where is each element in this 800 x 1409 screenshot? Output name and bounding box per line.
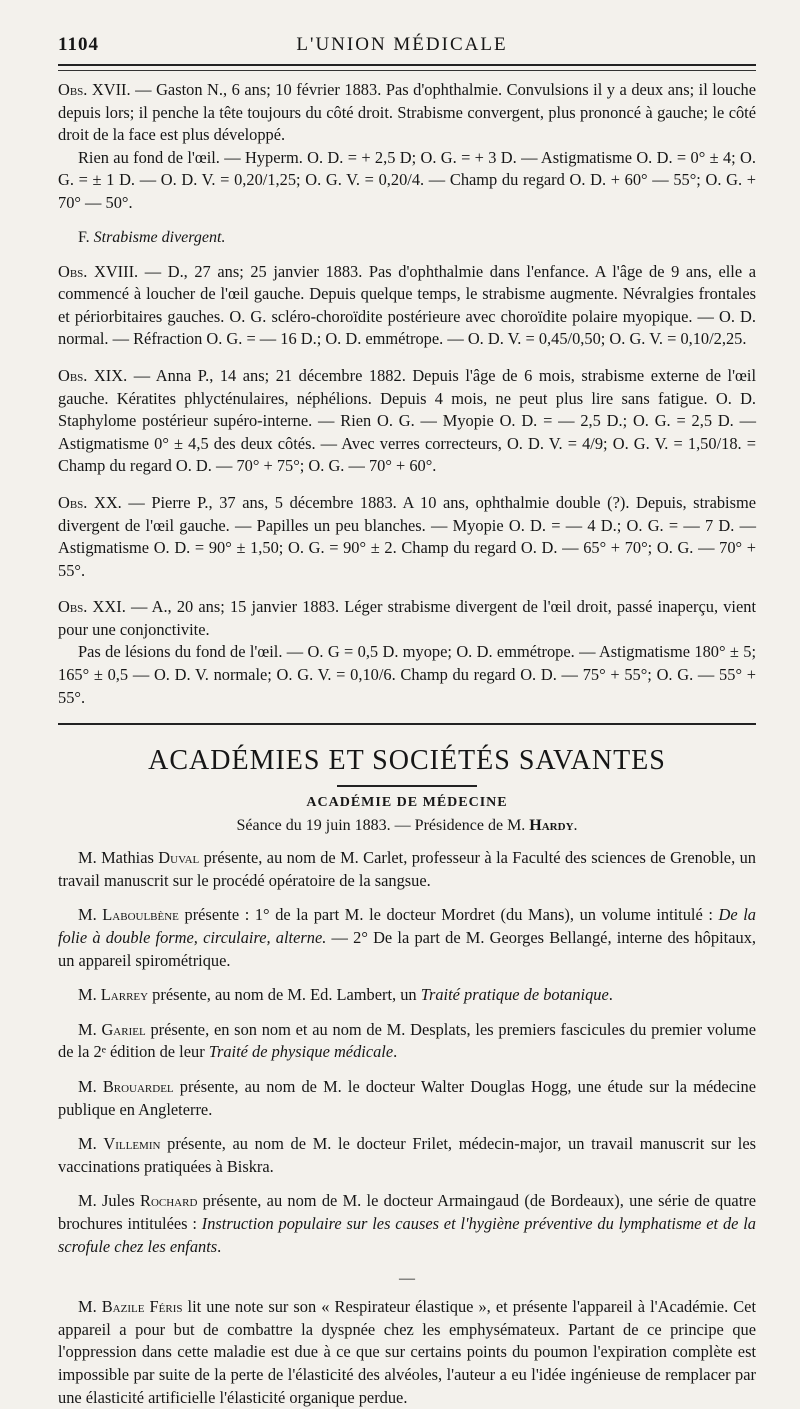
observation-label: Obs. XVIII.: [58, 261, 139, 281]
entry-name: Laboulbène: [102, 905, 179, 925]
entry-title: Instruction populaire sur les causes et l'hygiène préventive du lymphatisme et de la scrofule chez les enfants: [58, 1213, 756, 1256]
observation-18: [58, 261, 756, 351]
observation-21: [58, 596, 756, 641]
entry-prefix: M.: [78, 1134, 104, 1154]
academy-heading: ACADÉMIE DE MÉDECINE: [306, 795, 508, 811]
observation-17: [58, 79, 756, 147]
page-number: 1104: [58, 34, 99, 55]
entry-villemin: [58, 1133, 756, 1178]
observation-label: Obs. XX.: [58, 492, 122, 512]
section-title-rule: [337, 785, 477, 787]
entry-text: présente, au nom de M. le docteur Armaingaud (de Bordeaux), une série de quatre brochures intitulées :: [58, 1191, 756, 1233]
observation-text: — A., 20 ans; 15 janvier 1883. Léger strabisme divergent de l'œil droit, passé inaperçu, vient pour une conjonctivite.: [58, 597, 756, 639]
subsection-letter: F.: [78, 228, 90, 246]
entry-name: Brouardel: [102, 1077, 174, 1096]
header-rule: [58, 64, 756, 66]
section-title: ACADÉMIES ET SOCIÉTÉS SAVANTES: [148, 745, 666, 777]
observation-17-continued: Rien au fond de l'œil. — Hyperm. O. D. = + 2,5 D; O. G. = + 3 D. — Astigmatisme O. D. = 0° ± 4; O. G. = ± 1 D. — O. D. V. = 0,20/1,25; O. G. V. = 0,20/4. — Champ du regard O. D. + 60° — 55°; O. G. + 70° — 50°.: [58, 147, 756, 212]
page-header: [58, 34, 756, 56]
session-line: [58, 817, 756, 835]
entry-text: présente, en son nom et au nom de M. Desplats, les premiers fascicules du premier volume de la 2ᵉ édition de leur: [58, 1019, 756, 1062]
president-name: Hardy: [529, 817, 574, 835]
section-rule: [58, 723, 756, 725]
running-title: L'UNION MÉDICALE: [296, 34, 508, 55]
entry-gariel: [58, 1019, 756, 1064]
observation-20: [58, 492, 756, 582]
entry-text: présente, au nom de M. le docteur Frilet, médecin-major, un travail manuscrit sur les vaccinations pratiquées à Biskra.: [58, 1134, 756, 1176]
subsection-heading: [78, 229, 756, 247]
entry-prefix: M. Mathias: [78, 848, 159, 868]
observation-text: — Anna P., 14 ans; 21 décembre 1882. Depuis l'âge de 6 mois, strabisme externe de l'œil gauche. Kératites phlycténulaires, néphélions. Depuis 4 mois, ne peut plus lire sans fatigue. O. D. Staphylome postérieur supéro-interne. — Rien O. G. — Myopie O. D. = — 2,5 D.; O. G. = 2,5 D. — Astigmatisme 0° ± 4,5 des deux côtés. — Avec verres correcteurs, O. D. V. = 4/9; O. G. V. = 1,50/18. = Champ du regard O. D. — 70° + 75°; O. G. — 70° + 60°.: [58, 365, 756, 476]
session-text: Séance du 19 juin 1883. — Présidence de M.: [236, 817, 530, 835]
entry-text: présente, au nom de M. Carlet, professeur à la Faculté des sciences de Grenoble, un travail manuscrit sur le procédé opératoire de la sangsue.: [58, 848, 756, 890]
subsection-title: Strabisme divergent.: [93, 228, 226, 246]
entry-name: Gariel: [101, 1019, 146, 1039]
entry-text: présente, au nom de M. le docteur Walter Douglas Hogg, une étude sur la médecine publique en Angleterre.: [58, 1077, 756, 1119]
entry-text: présente, au nom de M. Ed. Lambert, un: [148, 985, 421, 1005]
observation-label: Obs. XXI.: [58, 597, 126, 617]
entry-prefix: M.: [78, 1297, 102, 1317]
observation-text: — Pierre P., 37 ans, 5 décembre 1883. A 10 ans, ophthalmie double (?). Depuis, strabisme divergent de l'œil gauche. — Papilles un peu blanches. — Myopie O. D. = — 4 D.; O. G. = — 7 D. — Astigmatisme O. D. = 90° ± 1,50; O. G. = 90° ± 2. Champ du regard O. D. — 65° + 70°; O. G. — 70° + 55°.: [58, 492, 757, 580]
entry-text: lit une note sur son « Respirateur élastique », et présente l'appareil à l'Académie. Cet appareil a pour but de combattre la dyspnée chez les emphysémateux. Partant de ce principe que l'oppression dans cette maladie est due à ce que sur certains points du poumon l'expiration complète est impossible par suite de la perte de l'élasticité des alvéoles, l'auteur a eu l'idée ingénieuse de remplacer par une élasticité artificielle l'élasticité organique perdue.: [58, 1297, 757, 1407]
entry-prefix: M.: [78, 905, 103, 925]
entry-name: Villemin: [103, 1134, 161, 1154]
observation-label: Obs. XVII.: [58, 80, 131, 99]
entry-feris: [58, 1296, 756, 1409]
entry-name: Bazile Féris: [101, 1297, 183, 1317]
entry-end: .: [608, 985, 613, 1005]
entry-duval: [58, 847, 756, 892]
entry-end: .: [393, 1042, 398, 1062]
header-rule-thin: [58, 70, 756, 71]
entry-rochard: [58, 1190, 756, 1258]
session-end: .: [573, 817, 578, 835]
entry-end: .: [217, 1236, 222, 1256]
observation-label: Obs. XIX.: [58, 365, 128, 385]
entry-name: Duval: [158, 848, 200, 868]
entry-name: Larrey: [100, 985, 149, 1005]
entry-prefix: M. Jules: [78, 1191, 141, 1211]
entry-prefix: M.: [78, 985, 101, 1005]
entry-title: Traité de physique médicale: [208, 1042, 394, 1062]
entry-brouardel: [58, 1076, 756, 1121]
entry-title: Traité pratique de botanique: [420, 985, 609, 1005]
observation-19: [58, 365, 756, 478]
entry-laboulbene: [58, 904, 756, 972]
observation-text: — D., 27 ans; 25 janvier 1883. Pas d'ophthalmie dans l'enfance. A l'âge de 9 ans, elle a commencé à loucher de l'œil gauche. Depuis quelque temps, le strabisme augmente. Névralgies frontales et périorbitaires gauches. O. G. scléro-choroïdite postérieure avec choroïdite polaire myopique. — O. D. normal. — Réfraction O. G. = — 16 D.; O. D. emmétrope. — O. D. V. = 0,45/0,50; O. G. V. = 0,10/2,25.: [58, 261, 756, 349]
entry-text-2: — 2° De la part de M. Georges Bellangé, interne des hôpitaux, un appareil spirométrique.: [58, 928, 756, 970]
entry-larrey: [58, 984, 756, 1007]
entry-prefix: M.: [78, 1077, 103, 1096]
entry-name: Rochard: [140, 1191, 198, 1211]
observation-text: — Gaston N., 6 ans; 10 février 1883. Pas d'ophthalmie. Convulsions il y a deux ans; il louche depuis lors; il penche la tête toujours du côté droit. Strabisme convergent, plus prononcé à gauche; le côté droit de la face est plus développé.: [58, 80, 756, 145]
entry-text: présente : 1° de la part M. le docteur Mordret (du Mans), un volume intitulé :: [178, 905, 719, 925]
separator-dash: —: [399, 1270, 415, 1288]
observation-21-continued: Pas de lésions du fond de l'œil. — O. G = 0,5 D. myope; O. D. emmétrope. — Astigmatisme 180° ± 5; 165° ± 0,5 — O. D. V. normale; O. G. V. = 0,10/6. Champ du regard O. D. — 75° + 55°; O. G. — 55° + 55°.: [58, 642, 756, 707]
entry-title: De la folie à double forme, circulaire, alterne.: [58, 905, 756, 948]
entry-prefix: M.: [78, 1019, 102, 1039]
